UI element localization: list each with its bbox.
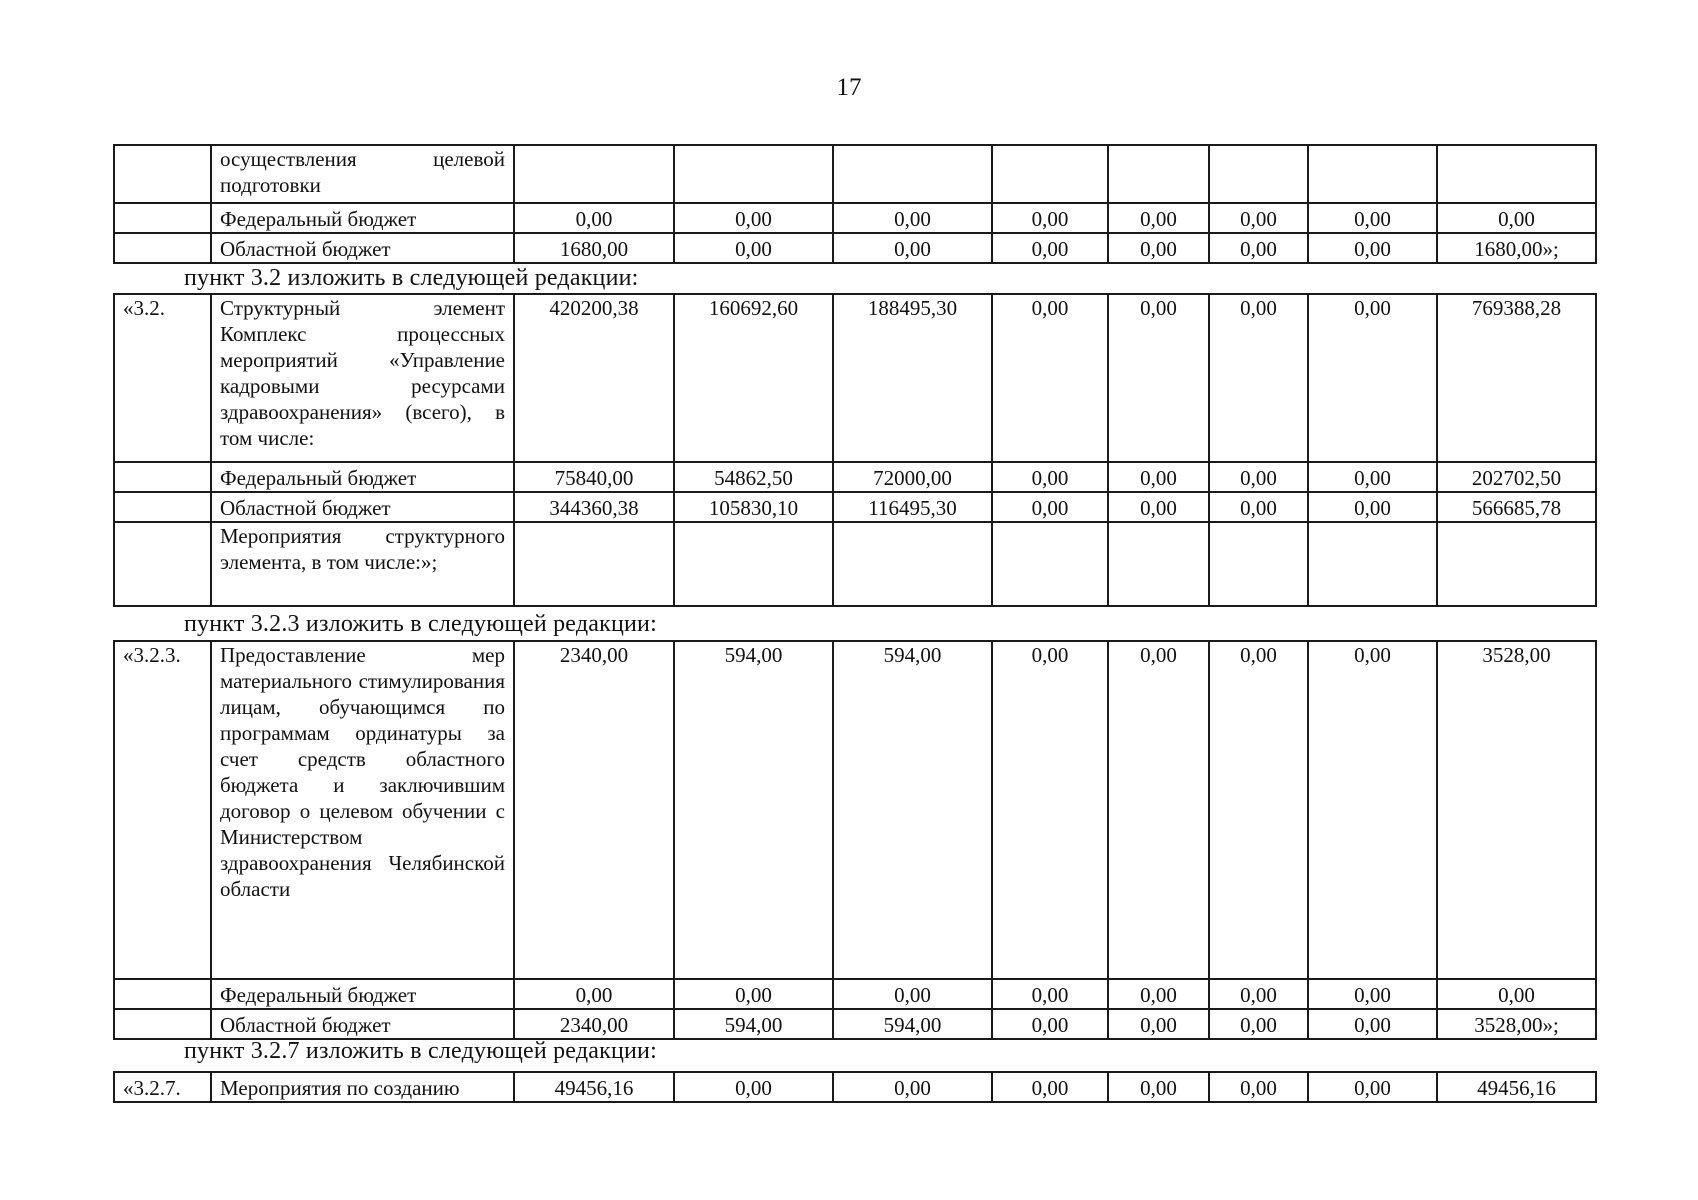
cell-value [1209,145,1308,203]
row-name: Федеральный бюджет [211,203,514,233]
cell-value: 0,00 [1308,1072,1437,1102]
row-name: Федеральный бюджет [211,979,514,1009]
table-row [114,462,1596,492]
cell-value: 0,00 [1308,294,1437,462]
cell-value: 0,00 [1209,462,1308,492]
cell-value: 0,00 [1209,492,1308,522]
cell-value: 49456,16 [1437,1072,1596,1102]
cell-value: 594,00 [833,641,992,979]
cell-value [833,522,992,606]
cell-value: 0,00 [1108,641,1209,979]
cell-value [1437,145,1596,203]
cell-value: 0,00 [1437,979,1596,1009]
row-code [114,979,211,1009]
row-name: Мероприятия по созданию [211,1072,514,1102]
table-row [114,522,1596,606]
row-code [114,145,211,203]
cell-value: 3528,00 [1437,641,1596,979]
cell-value: 0,00 [1308,203,1437,233]
cell-value: 594,00 [674,1009,833,1039]
budget-table-3-2-3 [113,640,1597,1040]
cell-value: 0,00 [833,203,992,233]
cell-value [1108,145,1209,203]
cell-value: 0,00 [992,641,1108,979]
cell-value: 0,00 [1437,203,1596,233]
row-name: Федеральный бюджет [211,462,514,492]
cell-value: 160692,60 [674,294,833,462]
table-row [114,1072,1596,1102]
cell-value: 344360,38 [514,492,674,522]
cell-value: 0,00 [992,462,1108,492]
cell-value: 0,00 [1108,1009,1209,1039]
cell-value: 594,00 [833,1009,992,1039]
row-name: Областной бюджет [211,492,514,522]
cell-value: 594,00 [674,641,833,979]
cell-value: 0,00 [1108,462,1209,492]
cell-value: 0,00 [1209,1009,1308,1039]
cell-value: 0,00 [833,1072,992,1102]
row-code [114,1009,211,1039]
table-row [114,1009,1596,1039]
cell-value: 0,00 [514,203,674,233]
cell-value [1437,522,1596,606]
cell-value: 566685,78 [1437,492,1596,522]
cell-value: 0,00 [992,492,1108,522]
cell-value: 0,00 [1308,979,1437,1009]
cell-value: 0,00 [1209,233,1308,263]
cell-value [514,145,674,203]
cell-value: 1680,00»; [1437,233,1596,263]
cell-value [674,522,833,606]
page-number: 17 [836,74,862,101]
cell-value: 75840,00 [514,462,674,492]
cell-value: 0,00 [992,294,1108,462]
cell-value: 1680,00 [514,233,674,263]
budget-table-3-2 [113,293,1597,607]
cell-value: 0,00 [1308,462,1437,492]
amendment-instruction-3-2-7: пункт 3.2.7 изложить в следующей редакции: [184,1038,657,1064]
amendment-instruction-3-2: пункт 3.2 изложить в следующей редакции: [184,265,639,291]
budget-table-continuation [113,144,1597,264]
cell-value: 0,00 [1108,492,1209,522]
row-code: «3.2.7. [114,1072,211,1102]
table-row [114,233,1596,263]
cell-value: 0,00 [1209,979,1308,1009]
cell-value: 0,00 [1308,1009,1437,1039]
row-code [114,522,211,606]
row-code [114,462,211,492]
cell-value: 54862,50 [674,462,833,492]
row-code [114,492,211,522]
cell-value: 0,00 [1108,979,1209,1009]
cell-value [1308,145,1437,203]
table-row [114,492,1596,522]
cell-value: 0,00 [674,1072,833,1102]
cell-value [514,522,674,606]
cell-value: 769388,28 [1437,294,1596,462]
cell-value [833,145,992,203]
row-code: «3.2.3. [114,641,211,979]
cell-value: 0,00 [992,233,1108,263]
cell-value: 0,00 [1108,203,1209,233]
cell-value [1108,522,1209,606]
cell-value: 0,00 [1308,233,1437,263]
cell-value: 49456,16 [514,1072,674,1102]
cell-value: 0,00 [514,979,674,1009]
row-code [114,233,211,263]
row-name: Структурный элемент Комплекс процессных мероприятий «Управление кадровыми ресурсами здравоохранения» (всего), в том числе: [211,294,514,462]
cell-value: 2340,00 [514,1009,674,1039]
cell-value: 0,00 [1209,641,1308,979]
cell-value [992,145,1108,203]
table-row [114,641,1596,979]
cell-value [1209,522,1308,606]
cell-value: 0,00 [1108,233,1209,263]
cell-value: 0,00 [992,979,1108,1009]
cell-value: 116495,30 [833,492,992,522]
cell-value [674,145,833,203]
cell-value [992,522,1108,606]
cell-value: 0,00 [992,203,1108,233]
cell-value: 0,00 [1209,294,1308,462]
cell-value: 105830,10 [674,492,833,522]
cell-value: 0,00 [992,1009,1108,1039]
cell-value: 2340,00 [514,641,674,979]
cell-value: 72000,00 [833,462,992,492]
table-row [114,145,1596,203]
cell-value: 0,00 [833,979,992,1009]
amendment-instruction-3-2-3: пункт 3.2.3 изложить в следующей редакции: [184,611,657,637]
cell-value: 0,00 [1209,1072,1308,1102]
row-code [114,203,211,233]
table-row [114,979,1596,1009]
row-name: Предоставление мер материального стимулирования лицам, обучающимся по программам ординатуры за счет средств областного бюджета и заключившим договор о целевом обучении с Министерством здравоохранения Челябинской области [211,641,514,979]
cell-value: 0,00 [1308,641,1437,979]
cell-value: 0,00 [674,979,833,1009]
row-name: Областной бюджет [211,1009,514,1039]
cell-value: 0,00 [1108,294,1209,462]
cell-value: 420200,38 [514,294,674,462]
cell-value: 0,00 [1108,1072,1209,1102]
cell-value: 0,00 [833,233,992,263]
table-row [114,294,1596,462]
row-name: осуществления целевой подготовки [211,145,514,203]
cell-value: 0,00 [674,203,833,233]
cell-value: 188495,30 [833,294,992,462]
cell-value: 0,00 [1308,492,1437,522]
cell-value: 0,00 [992,1072,1108,1102]
cell-value: 0,00 [674,233,833,263]
row-code: «3.2. [114,294,211,462]
row-name: Областной бюджет [211,233,514,263]
budget-table-3-2-7 [113,1071,1597,1103]
cell-value: 3528,00»; [1437,1009,1596,1039]
row-name: Мероприятия структурного элемента, в том числе:»; [211,522,514,606]
table-row [114,203,1596,233]
cell-value [1308,522,1437,606]
cell-value: 0,00 [1209,203,1308,233]
cell-value: 202702,50 [1437,462,1596,492]
